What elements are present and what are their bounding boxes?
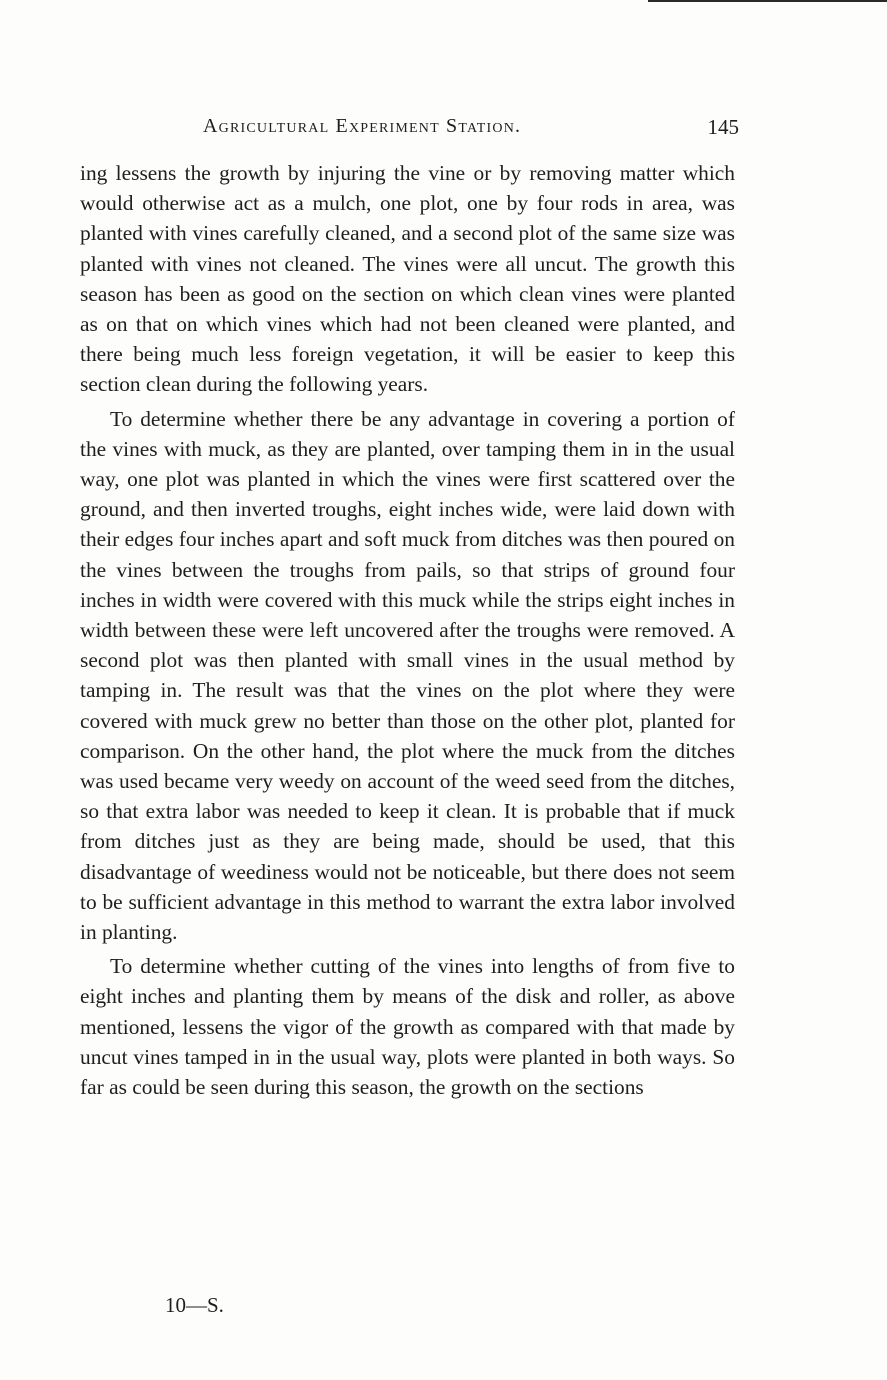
page-header [203, 115, 743, 145]
paragraph-muck-covering: To determine whether there be any advantage in covering a portion of the vines with muck, as they are planted, over tamping them in in the usual way, one plot was planted in which the vines were first scattered over the ground, and then inverted troughs, eight inches wide, were laid down with their edges four inches apart and soft muck from ditches was then poured on the vines between the troughs from pails, so that strips of ground four inches in width were covered with this muck while the strips eight inches in width between these were left uncovered after the troughs were removed. A second plot was then planted with small vines in the usual method by tamping in. The result was that the vines on the plot where they were covered with muck grew no better than those on the other plot, planted for comparison. On the other hand, the plot where the muck from the ditches was used became very weedy on account of the weed seed from the ditches, so that extra labor was needed to keep it clean. It is probable that if muck from ditches just as they are being made, should be used, that this disadvantage of weediness would not be noticeable, but there does not seem to be sufficient advantage in this method to warrant the extra labor involved in planting. [80, 406, 735, 945]
body-text [80, 158, 735, 1102]
signature-mark: 10—S. [165, 1293, 224, 1317]
page-edge-line [648, 0, 887, 2]
paragraph-continued: ing lessens the growth by injuring the vine or by removing matter which would otherwise act as a mulch, one plot, one by four rods in area, was planted with vines carefully cleaned, and a second plot of the same size was planted with vines not cleaned. The vines were all uncut. The growth this season has been as good on the section on which clean vines were planted as on that on which vines which had not been cleaned were planted, and there being much less foreign vegetation, it will be easier to keep this section clean during the following years. [80, 161, 735, 397]
running-head: Agricultural Experiment Station. [203, 115, 522, 137]
paragraph-cutting-vines: To determine whether cutting of the vines into lengths of from five to eight inches and planting them by means of the disk and roller, as above mentioned, lessens the vigor of the growth as compared with that made by uncut vines tamped in in the usual way, plots were planted in both ways. So far as could be seen during this season, the growth on the sections [80, 954, 735, 1100]
page-number: 145 [707, 115, 739, 139]
